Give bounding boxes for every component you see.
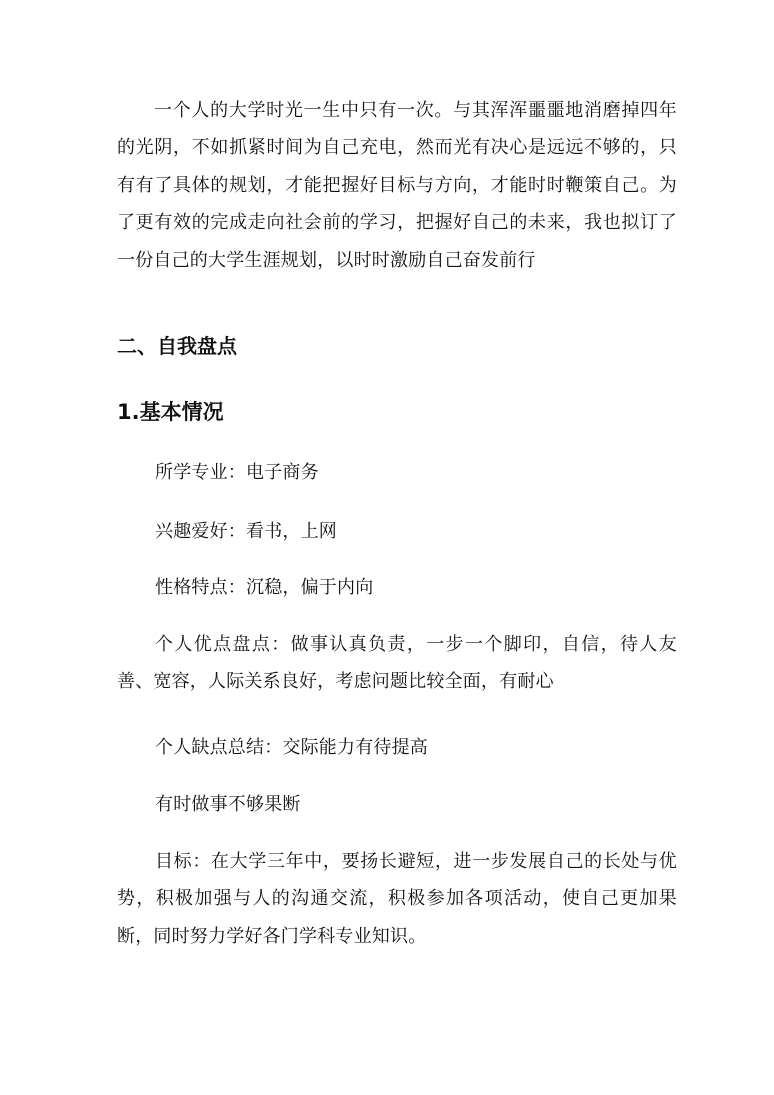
- major-line: 所学专业：电子商务: [155, 462, 319, 483]
- weaknesses-line: 个人缺点总结：交际能力有待提高: [155, 737, 428, 758]
- section-heading-self-assessment: 二、自我盘点: [117, 334, 237, 358]
- strengths-paragraph: 个人优点盘点：做事认真负责，一步一个脚印，自信，待人友善、宽容，人际关系良好，考虑问题比较全面，有耐心: [117, 634, 677, 693]
- personality-line: 性格特点：沉稳，偏于内向: [155, 577, 374, 598]
- subsection-heading-basic-info: 1.基本情况: [117, 400, 224, 424]
- weakness-detail-line: 有时做事不够果断: [155, 794, 301, 815]
- intro-paragraph: 一个人的大学时光一生中只有一次。与其浑浑噩噩地消磨掉四年的光阴，不如抓紧时间为自己充电，然而光有决心是远远不够的，只有有了具体的规划，才能把握好目标与方向，才能时时鞭策自己。为了更有效的完成走向社会前的学习，把握好自己的未来，我也拟订了一份自己的大学生涯规划，以时时激励自己奋发前行: [117, 100, 677, 271]
- goals-paragraph: 目标：在大学三年中，要扬长避短，进一步发展自己的长处与优势，积极加强与人的沟通交流，积极参加各项活动，使自己更加果断，同时努力学好各门学科专业知识。: [117, 851, 677, 947]
- hobbies-line: 兴趣爱好：看书，上网: [155, 521, 337, 542]
